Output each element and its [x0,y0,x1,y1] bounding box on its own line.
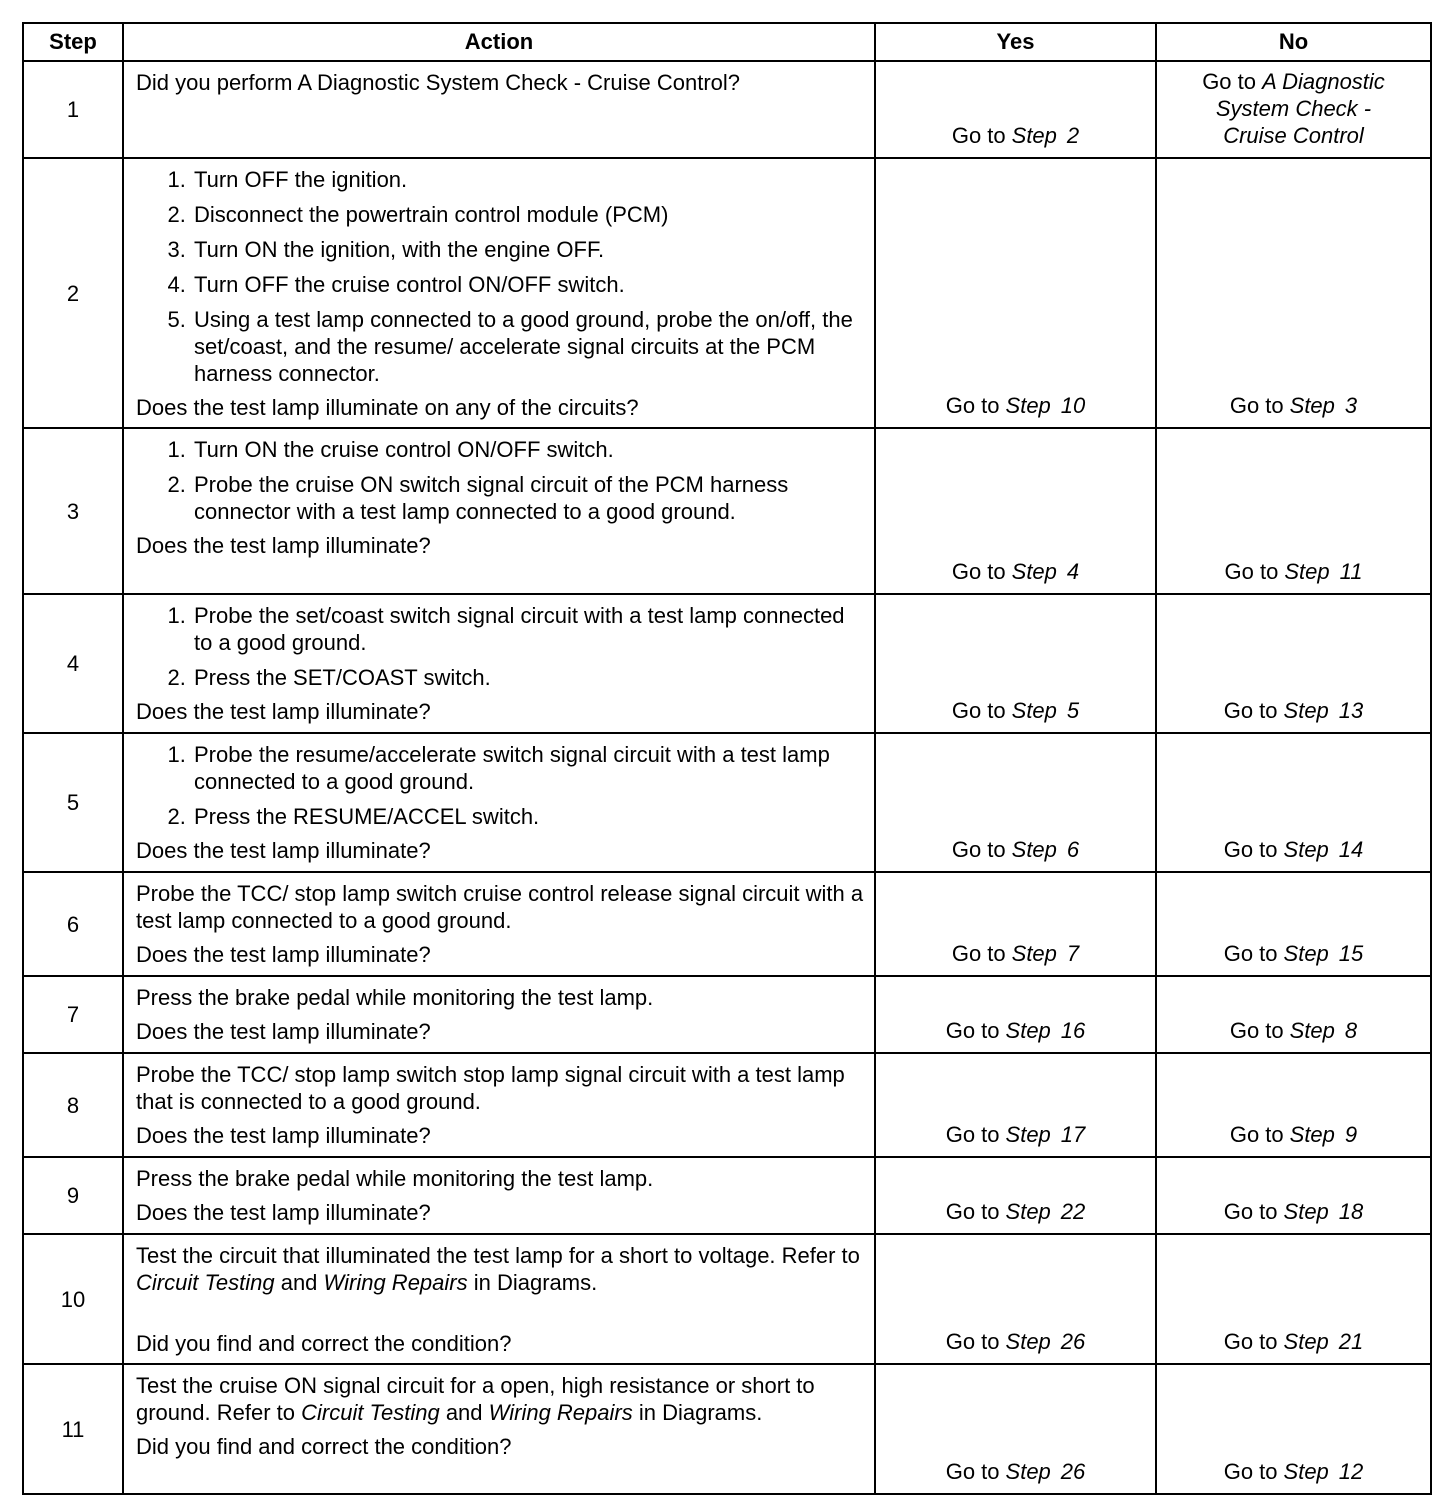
action-steps-list [136,741,864,830]
yes-goto-prefix: Go to [951,123,1006,148]
no-goto-step-number: 15 [1338,941,1364,966]
yes-goto-prefix: Go to [945,1459,1000,1484]
no-cell [1156,733,1431,872]
no-goto-step-number: 11 [1339,559,1363,584]
no-goto-prefix: Go to [1202,69,1256,94]
yes-goto-prefix: Go to [951,941,1006,966]
no-goto-word: Step [1283,698,1329,723]
yes-goto-step-number: 2 [1066,123,1080,148]
spacer [136,1303,864,1330]
no-goto [1230,1122,1357,1147]
no-goto-prefix: Go to [1224,559,1279,584]
yes-goto-step-number: 17 [1060,1122,1086,1147]
action-cell [123,1234,875,1364]
yes-goto-word: Step [1005,1329,1051,1354]
no-goto-target: A Diagnostic [1262,69,1385,94]
no-goto-step-number: 18 [1338,1199,1364,1224]
action-text [136,1372,864,1426]
header-step: Step [23,23,123,61]
no-line-1 [1165,68,1422,95]
yes-goto-word: Step [1011,559,1057,584]
yes-goto [952,698,1079,723]
yes-goto-word: Step [1011,698,1057,723]
yes-goto-prefix: Go to [945,1018,1000,1043]
action-cell [123,61,875,158]
no-goto [1225,559,1363,584]
no-goto-step-number: 3 [1344,393,1358,418]
yes-goto-step-number: 6 [1066,837,1080,862]
no-goto-word: Step [1283,1459,1329,1484]
list-item: 1. Probe the resume/accelerate switch signal circuit with a test lamp connected to a good ground. [192,741,864,795]
yes-goto-step-number: 7 [1066,941,1080,966]
action-steps-list [136,166,864,387]
no-goto-word: Step [1289,393,1335,418]
list-item: 2. Press the RESUME/ACCEL switch. [192,803,864,830]
list-item: 2. Probe the cruise ON switch signal circuit of the PCM harness connector with a test lamp connected to a good ground. [192,471,864,525]
action-question: Does the test lamp illuminate? [136,533,431,558]
no-goto [1224,837,1364,862]
no-goto-prefix: Go to [1223,1199,1278,1224]
table-row [23,1053,1431,1157]
no-goto-prefix: Go to [1229,1018,1284,1043]
step-number: 8 [23,1053,123,1157]
no-goto-prefix: Go to [1223,941,1278,966]
yes-goto-word: Step [1005,1459,1051,1484]
yes-goto-step-number: 10 [1060,393,1086,418]
action-cell [123,1364,875,1494]
header-yes: Yes [875,23,1156,61]
no-goto-prefix: Go to [1223,698,1278,723]
yes-cell [875,158,1156,428]
no-goto-word: Step [1284,559,1330,584]
list-item: 5. Using a test lamp connected to a good ground, probe the on/off, the set/coast, and the resume/ accelerate signal circuits at the PCM harness connector. [192,306,864,387]
table-row [23,976,1431,1053]
yes-goto [946,1329,1086,1354]
no-goto-word: Step [1283,1199,1329,1224]
no-goto-word: Step [1283,1329,1329,1354]
action-question: Does the test lamp illuminate? [136,699,431,724]
list-item: 1. Turn ON the cruise control ON/OFF switch. [192,436,864,463]
action-text-part: in Diagrams. [473,1270,598,1295]
no-cell [1156,61,1431,158]
yes-goto-step-number: 5 [1066,698,1080,723]
action-cell [123,594,875,733]
step-number: 3 [23,428,123,594]
no-goto-target: Cruise Control [1223,123,1364,148]
yes-cell [875,1234,1156,1364]
action-text-part: in Diagrams. [638,1400,763,1425]
yes-cell [875,428,1156,594]
step-number: 4 [23,594,123,733]
no-goto-step-number: 9 [1344,1122,1358,1147]
action-cell [123,158,875,428]
list-item: 3. Turn ON the ignition, with the engine OFF. [192,236,864,263]
no-goto [1224,1199,1364,1224]
no-goto-step-number: 14 [1338,837,1364,862]
yes-cell [875,976,1156,1053]
no-goto-word: Step [1289,1122,1335,1147]
no-goto [1224,698,1364,723]
action-question: Does the test lamp illuminate? [136,1019,431,1044]
yes-goto-step-number: 22 [1060,1199,1086,1224]
action-text: Did you perform A Diagnostic System Check - Cruise Control? [136,70,741,95]
no-line-2 [1165,95,1422,122]
action-text-part: Test the cruise ON signal circuit for a open, high resistance or short to ground. Refer to [136,1373,815,1425]
yes-goto [946,1018,1086,1043]
no-cell [1156,872,1431,976]
action-question: Does the test lamp illuminate on any of the circuits? [136,395,639,420]
header-action: Action [123,23,875,61]
no-goto-word: Step [1283,837,1329,862]
yes-goto-prefix: Go to [951,698,1006,723]
yes-cell [875,872,1156,976]
action-cell [123,872,875,976]
yes-goto [946,1122,1086,1147]
no-cell [1156,1157,1431,1234]
action-cell [123,428,875,594]
action-text: Probe the TCC/ stop lamp switch cruise control release signal circuit with a test lamp connected to a good ground. [136,881,864,933]
no-line-3 [1165,122,1422,149]
wiring-repairs-reference: Wiring Repairs [323,1270,468,1295]
yes-goto-prefix: Go to [945,1199,1000,1224]
action-cell [123,976,875,1053]
table-row [23,158,1431,428]
action-cell [123,1157,875,1234]
yes-goto-prefix: Go to [945,1122,1000,1147]
yes-goto-step-number: 26 [1060,1329,1086,1354]
action-question: Did you find and correct the condition? [136,1434,512,1459]
yes-goto-prefix: Go to [945,1329,1000,1354]
table-row [23,872,1431,976]
yes-goto [952,123,1079,148]
list-item: 1. Probe the set/coast switch signal circuit with a test lamp connected to a good ground. [192,602,864,656]
table-row [23,1157,1431,1234]
table-row [23,1234,1431,1364]
no-goto [1224,1459,1364,1484]
no-goto-prefix: Go to [1229,393,1284,418]
diagnostic-table [22,22,1432,1495]
yes-cell [875,1053,1156,1157]
action-cell [123,733,875,872]
yes-goto-step-number: 16 [1060,1018,1086,1043]
step-number: 1 [23,61,123,158]
no-goto [1224,1329,1364,1354]
action-text-part: and [445,1400,483,1425]
action-text [136,1242,864,1296]
action-question: Did you find and correct the condition? [136,1331,512,1356]
no-goto-prefix: Go to [1223,1329,1278,1354]
no-goto-prefix: Go to [1229,1122,1284,1147]
yes-goto [952,941,1079,966]
step-number: 6 [23,872,123,976]
yes-goto [946,1199,1086,1224]
no-cell [1156,428,1431,594]
no-goto [1230,393,1357,418]
yes-goto-word: Step [1005,1199,1051,1224]
action-text: Probe the TCC/ stop lamp switch stop lamp signal circuit with a test lamp that is connected to a good ground. [136,1062,845,1114]
step-number: 11 [23,1364,123,1494]
yes-goto [946,393,1086,418]
action-question: Does the test lamp illuminate? [136,838,431,863]
list-item: 2. Press the SET/COAST switch. [192,664,864,691]
no-goto-word: Step [1283,941,1329,966]
wiring-repairs-reference: Wiring Repairs [488,1400,633,1425]
diagnostic-table-container [22,22,1432,1495]
yes-goto-word: Step [1005,1018,1051,1043]
yes-cell [875,61,1156,158]
action-text-part: and [280,1270,318,1295]
yes-goto [946,1459,1086,1484]
no-cell [1156,594,1431,733]
no-goto-prefix: Go to [1223,837,1278,862]
yes-goto-step-number: 26 [1060,1459,1086,1484]
step-number: 2 [23,158,123,428]
yes-cell [875,733,1156,872]
no-goto-step-number: 8 [1344,1018,1358,1043]
action-text-part: Test the circuit that illuminated the test lamp for a short to voltage. Refer to [136,1243,860,1268]
no-goto-target: System Check - [1215,96,1372,121]
no-goto [1224,941,1364,966]
yes-goto-prefix: Go to [951,559,1006,584]
yes-cell [875,1157,1156,1234]
yes-goto-word: Step [1005,393,1051,418]
yes-goto-word: Step [1011,941,1057,966]
yes-goto-prefix: Go to [951,837,1006,862]
no-goto-step-number: 12 [1338,1459,1364,1484]
yes-cell [875,594,1156,733]
header-no: No [1156,23,1431,61]
action-question: Does the test lamp illuminate? [136,1123,431,1148]
no-goto-word: Step [1289,1018,1335,1043]
no-cell [1156,976,1431,1053]
yes-goto [952,837,1079,862]
yes-cell [875,1364,1156,1494]
action-steps-list [136,602,864,691]
no-goto-step-number: 13 [1338,698,1364,723]
table-row [23,428,1431,594]
table-row [23,594,1431,733]
no-cell [1156,158,1431,428]
step-number: 7 [23,976,123,1053]
action-text: Press the brake pedal while monitoring the test lamp. [136,1166,654,1191]
header-row [23,23,1431,61]
no-cell [1156,1053,1431,1157]
yes-goto-word: Step [1011,123,1057,148]
step-number: 5 [23,733,123,872]
no-goto [1230,1018,1357,1043]
yes-goto-prefix: Go to [945,393,1000,418]
table-row [23,1364,1431,1494]
yes-goto-word: Step [1011,837,1057,862]
list-item: 1. Turn OFF the ignition. [192,166,864,193]
action-question: Does the test lamp illuminate? [136,942,431,967]
step-number: 9 [23,1157,123,1234]
table-row [23,733,1431,872]
yes-goto [952,559,1079,584]
yes-goto-step-number: 4 [1066,559,1080,584]
no-goto-step-number: 21 [1338,1329,1364,1354]
step-number: 10 [23,1234,123,1364]
circuit-testing-reference: Circuit Testing [301,1400,440,1425]
yes-goto-word: Step [1005,1122,1051,1147]
circuit-testing-reference: Circuit Testing [136,1270,275,1295]
action-text: Press the brake pedal while monitoring the test lamp. [136,985,654,1010]
no-goto-prefix: Go to [1223,1459,1278,1484]
list-item: 4. Turn OFF the cruise control ON/OFF switch. [192,271,864,298]
action-question: Does the test lamp illuminate? [136,1200,431,1225]
action-steps-list [136,436,864,525]
no-cell [1156,1234,1431,1364]
list-item: 2. Disconnect the powertrain control module (PCM) [192,201,864,228]
table-row [23,61,1431,158]
no-cell [1156,1364,1431,1494]
action-cell [123,1053,875,1157]
